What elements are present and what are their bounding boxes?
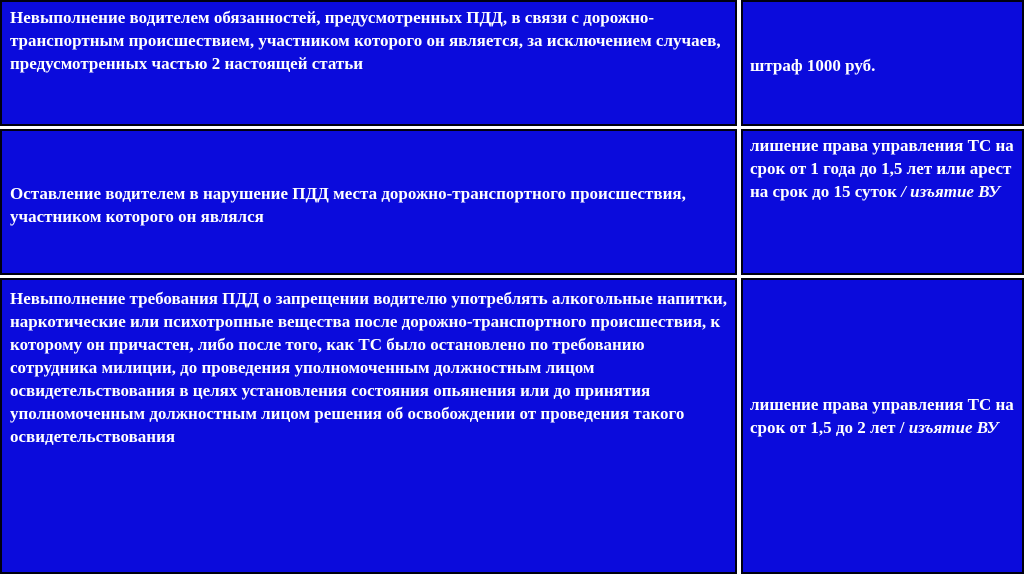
penalty-cell-2: [741, 129, 1024, 275]
penalty-text-3: [750, 393, 1016, 439]
penalty-main-2: лишение права управления ТС на срок от 1 года до 1,5 лет или арест на срок до 15 суток: [750, 136, 1014, 201]
penalty-main-1: штраф 1000 руб.: [750, 56, 876, 75]
offense-text-2: Оставление водителем в нарушение ПДД места дорожно-транспортного происшествия, участником которого он являлся: [10, 184, 686, 226]
offense-cell-2: [0, 129, 737, 275]
offense-cell-1: [0, 0, 737, 126]
penalty-cell-1: [741, 0, 1024, 126]
penalty-main-3: лишение права управления ТС на срок от 1,5 до 2 лет /: [750, 395, 1014, 437]
offense-cell-3: [0, 278, 737, 574]
penalty-text-2: [750, 134, 1016, 203]
penalty-extra-2: / изъятие ВУ: [896, 182, 1000, 201]
offense-text-1: Невыполнение водителем обязанностей, предусмотренных ПДД, в связи с дорожно-транспортным происшествием, участником которого он является, за исключением случаев, предусмотренных частью 2 настоящей статьи: [10, 8, 721, 73]
penalty-text-1: [750, 54, 1016, 77]
penalty-cell-3: [741, 278, 1024, 574]
offense-text-3: Невыполнение требования ПДД о запрещении водителю употреблять алкогольные напитки, наркотические или психотропные вещества после дорожно-транспортного происшествия, к которому он причастен, либо после того, как ТС было остановлено по требованию сотрудника милиции, до проведения уполномоченным должностным лицом освидетельствования в целях установления состояния опьянения или до принятия уполномоченным должностным лицом решения об освобождении от проведения такого освидетельствования: [10, 289, 727, 446]
penalty-extra-3: изъятие ВУ: [908, 418, 999, 437]
